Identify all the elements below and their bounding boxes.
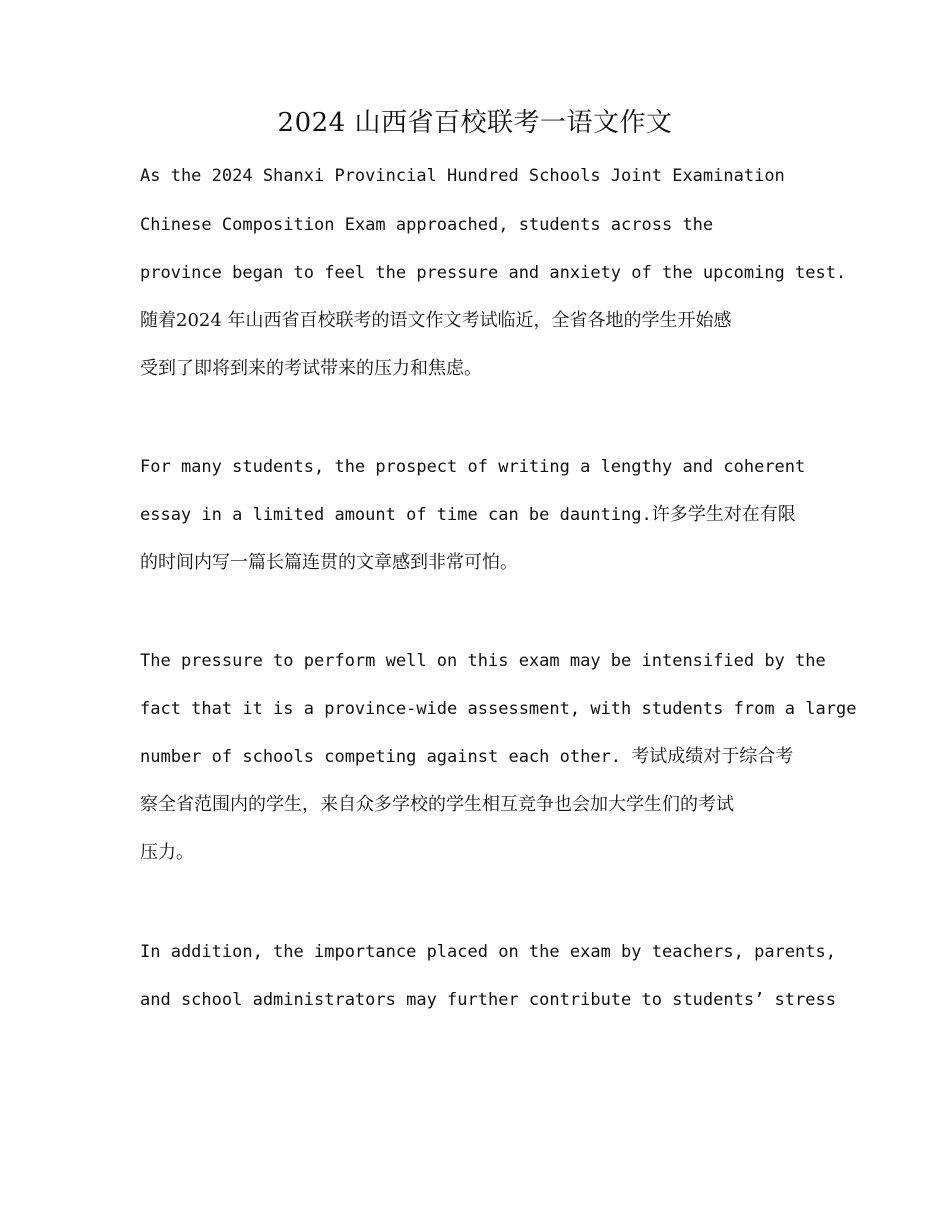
paragraph-2-line-3: 的时间内写一篇长篇连贯的文章感到非常可怕。 — [140, 552, 518, 573]
paragraph-3-line-5: 压力。 — [140, 842, 194, 863]
paragraph-1-line-3: province began to feel the pressure and anxiety of the upcoming test. — [140, 263, 847, 283]
paragraph-1-line-4: 随着2024 年山西省百校联考的语文作文考试临近，全省各地的学生开始感 — [140, 310, 732, 331]
paragraph-2-line-2 — [140, 501, 796, 529]
paragraph-2-line-2-english: essay in a limited amount of time can be daunting. — [140, 505, 652, 525]
paragraph-3-line-2: fact that it is a province-wide assessment, with students from a large — [140, 699, 857, 719]
paragraph-3-line-3 — [140, 743, 793, 771]
paragraph-3-line-3-english: number of schools competing against each other. — [140, 747, 632, 767]
paragraph-3-line-1: The pressure to perform well on this exam may be intensified by the — [140, 651, 826, 671]
paragraph-3-line-3-chinese: 考试成绩对于综合考 — [631, 746, 794, 767]
paragraph-3-line-4: 察全省范围内的学生，来自众多学校的学生相互竞争也会加大学生们的考试 — [140, 794, 734, 815]
paragraph-4-line-1: In addition, the importance placed on the exam by teachers, parents, — [140, 942, 836, 962]
paragraph-1-line-1: As the 2024 Shanxi Provincial Hundred Schools Joint Examination — [140, 166, 785, 186]
paragraph-1-line-2: Chinese Composition Exam approached, students across the — [140, 215, 714, 235]
document-title: 2024 山西省百校联考一语文作文 — [277, 108, 673, 138]
paragraph-1-line-5: 受到了即将到来的考试带来的压力和焦虑。 — [140, 358, 482, 379]
paragraph-2-line-2-chinese: 许多学生对在有限 — [651, 504, 796, 525]
paragraph-2-line-1: For many students, the prospect of writing a lengthy and coherent — [140, 457, 806, 477]
paragraph-4-line-2: and school administrators may further contribute to students’ stress — [140, 990, 836, 1010]
